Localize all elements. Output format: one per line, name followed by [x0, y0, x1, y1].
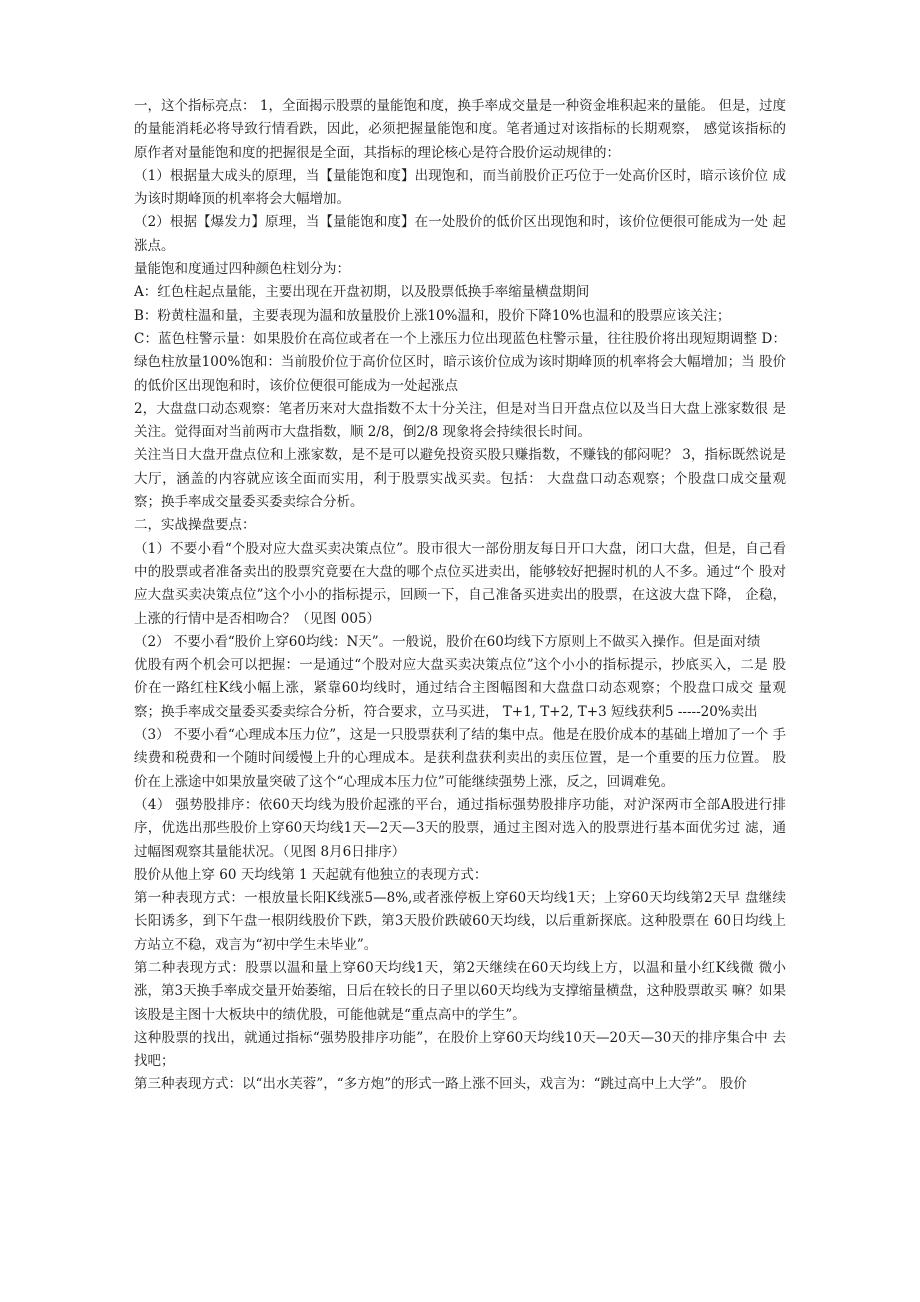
paragraph-color-b: B：粉黄柱温和量，主要表现为温和放量股价上涨10%温和，股价下降10%也温和的股票应该关注； — [134, 307, 731, 324]
document-body — [134, 95, 786, 1097]
paragraph-find-stocks: 这种股票的找出，就通过指标“强势股排序功能”，在股价上穿60天均线10天—20天—30天的排序集合中 去找吧； — [134, 1029, 786, 1070]
paragraph-pattern-1: 第一种表现方式：一根放量长阳K线涨5—8%,或者涨停板上穿60天均线1天；上穿60天均线第2天早 盘继续长阳诱多，到下午盘一根阴线股价下跌，第3天股价跌破60天均线，以后重新探底。这种股票在 60日均线上方站立不稳，戏言为“初中学生未毕业”。 — [134, 890, 786, 953]
paragraph-point-2: （2）根据【爆发力】原理，当【量能饱和度】在一处股价的低价区出现饱和时，该价位便很可能成为一处 起涨点。 — [134, 214, 786, 254]
paragraph-trading-1: （1）不要小看“个股对应大盘买卖决策点位”。股市很大一部份朋友每日开口大盘，闭口大盘，但是，自己看中的股票或者准备卖出的股票究竟要在大盘的哪个点位买进卖出，能够较好把握时机的人不多。通过“个 股对应大盘买卖决策点位”这个小小的指标提示，回顾一下，自己准备买进卖出的股票，在这波大盘下降， 企稳，上涨的行情中是否相吻合？（见图 005） — [134, 540, 786, 627]
paragraph-intro: 一，这个指标亮点： 1，全面揭示股票的量能饱和度，换手率成交量是一种资金堆积起来的量能。 但是，过度的量能消耗必将导致行情看跌，因此，必须把握量能饱和度。笔者通过对该指标的长期观察， 感觉该指标的原作者对量能饱和度的把握很是全面，其指标的理论核心是符合股价运动规律的： — [134, 98, 786, 161]
section-heading-trading: 二，实战操盘要点： — [134, 517, 256, 534]
paragraph-pattern-2: 第二种表现方式：股票以温和量上穿60天均线1天，第2天继续在60天均线上方，以温和量小红K线微 微小涨，第3天换手率成交量开始萎缩，日后在较长的日子里以60天均线为支撑缩量横盘，这种股票敢买 嘛？如果该股是主图十大板块中的绩优股，可能他就是“重点高中的学生”。 — [134, 959, 786, 1023]
paragraph-trading-3: （3） 不要小看“心理成本压力位”，这是一只股票获利了结的集中点。他是在股价成本的基础上增加了一个 手续费和税费和一个随时间缓慢上升的心理成本。是获利盘获利卖出的卖压位置，是一个重要的压力位置。 股价在上涨途中如果放量突破了这个“心理成本压力位”可能继续强势上涨，反之，回调难免。 — [134, 727, 786, 790]
paragraph-trading-2: （2） 不要小看“股价上穿60均线：N天”。一般说，股价在60均线下方原则上不做买入操作。但是面对绩 — [134, 633, 761, 650]
paragraph-trading-2-cont: 优股有两个机会可以把握：一是通过“个股对应大盘买卖决策点位”这个小小的指标提示，抄底买入，二是 股价在一路红柱K线小幅上涨，紧靠60均线时，通过结合主图幅图和大盘盘口动态观察；个股盘口成交 量观察；换手率成交量委买委卖综合分析，符合要求，立马买进， T+1, T+2, T+3 短线获利5 -----20%卖出 — [134, 657, 786, 720]
paragraph-color-a: A：红色柱起点量能，主要出现在开盘初期，以及股票低换手率缩量横盘期间 — [134, 284, 590, 301]
paragraph-market-focus: 关注当日大盘开盘点位和上涨家数，是不是可以避免投资买股只赚指数，不赚钱的郁闷呢？ 3，指标既然说是大厅，涵盖的内容就应该全面而实用，利于股票实战买卖。包括： 大盘盘口动态观察；个股盘口成交量观察；换手率成交量委买委卖综合分析。 — [134, 447, 786, 511]
paragraph-market-observation: 2，大盘盘口动态观察：笔者历来对大盘指数不太十分关注，但是对当日开盘点位以及当日大盘上涨家数很 是关注。觉得面对当前两市大盘指数，顺 2/8，倒2/8 现象将会持续很长时间。 — [134, 400, 786, 441]
paragraph-color-c-d: C：蓝色柱警示量：如果股价在高位或者在一个上涨压力位出现蓝色柱警示量，往往股价将出现短期调整 D：绿色柱放量100%饱和：当前股价位于高价位区时，暗示该价位成为该时期峰顶的机率将会大幅增加；当 股价的低价区出现饱和时，该价位便很可能成为一处起涨点 — [134, 330, 786, 394]
paragraph-ma60-intro: 股价从他上穿 60 天均线第 1 天起就有他独立的表现方式： — [134, 866, 488, 883]
paragraph-color-intro: 量能饱和度通过四种颜色柱划分为： — [134, 261, 350, 278]
paragraph-pattern-3: 第三种表现方式：以“出水芙蓉”，“多方炮”的形式一路上涨不回头，戏言为：“跳过高中上大学”。 股价 — [134, 1076, 747, 1093]
paragraph-trading-4: （4） 强势股排序：依60天均线为股价起涨的平台，通过指标强势股排序功能，对沪深两市全部A股进行排序，优选出那些股价上穿60天均线1天—2天—3天的股票，通过主图对选入的股票进行基本面优劣过 滤，通过幅图观察其量能状况。（见图 8月6日排序） — [134, 796, 786, 860]
paragraph-point-1: （1）根据量大成头的原理，当【量能饱和度】出现饱和，而当前股价正巧位于一处高价区时，暗示该价位 成为该时期峰顶的机率将会大幅增加。 — [134, 167, 786, 208]
